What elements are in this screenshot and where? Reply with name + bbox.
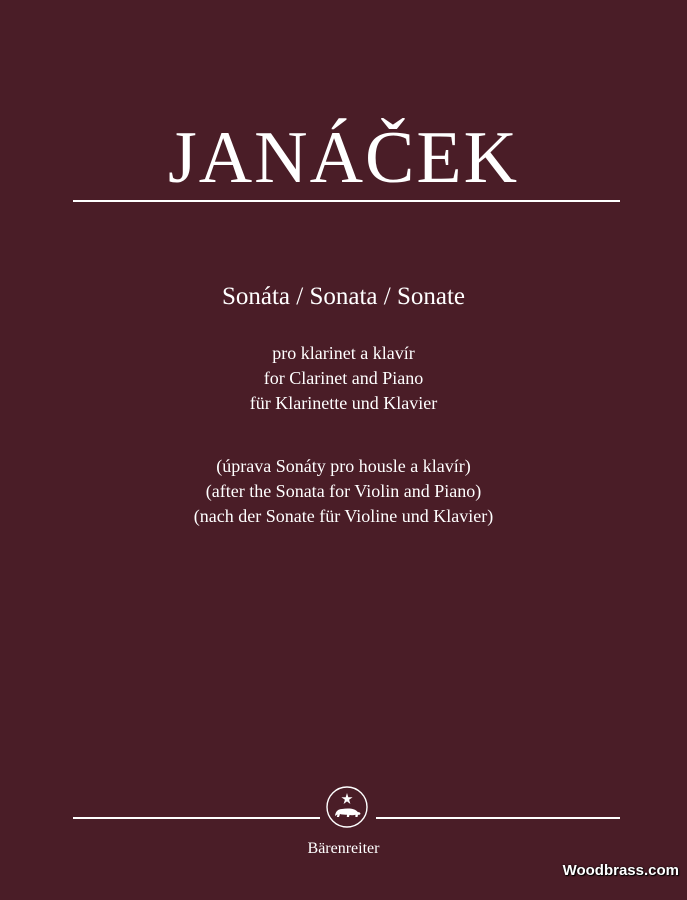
- publisher-name: Bärenreiter: [307, 840, 380, 857]
- composer-name: JANÁČEK: [167, 117, 520, 199]
- instrumentation-german: für Klarinette und Klavier: [249, 393, 438, 413]
- bear-and-star-icon: [325, 785, 369, 829]
- bottom-divider-right: [376, 817, 620, 819]
- arrangement-notes: [0, 454, 687, 529]
- watermark: Woodbrass.com: [562, 862, 679, 879]
- arrangement-note-english: (after the Sonata for Violin and Piano): [205, 481, 482, 501]
- arrangement-note-german: (nach der Sonate für Violine und Klavier): [193, 506, 494, 526]
- instrumentation-english: for Clarinet and Piano: [263, 368, 424, 388]
- bottom-divider-left: [73, 817, 320, 819]
- instrumentation-lines: [0, 341, 687, 416]
- instrumentation-czech: pro klarinet a klavír: [272, 343, 415, 363]
- top-divider: [73, 200, 620, 202]
- arrangement-note-czech: (úprava Sonáty pro housle a klavír): [216, 456, 471, 476]
- work-title: Sonáta / Sonata / Sonate: [221, 283, 466, 310]
